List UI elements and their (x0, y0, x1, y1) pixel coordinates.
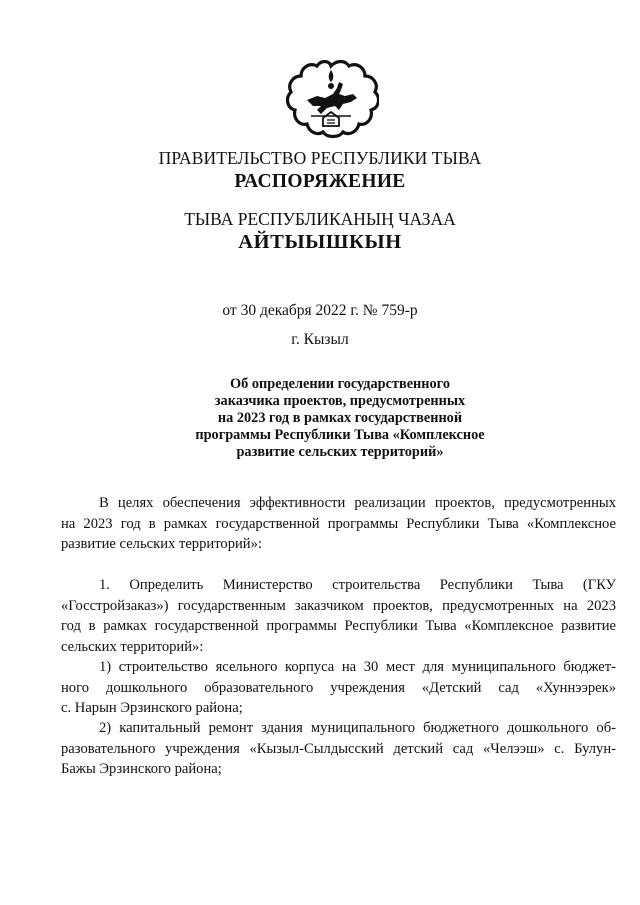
preamble-paragraph (61, 493, 616, 555)
sub-item-1-line: 1) строительство ясельного корпуса на 30 мест для муниципального бюджет- (99, 659, 616, 675)
title-line: программы Республики Тыва «Комплексное (195, 427, 485, 443)
document-date-number: от 30 декабря 2022 г. № 759-р (222, 302, 418, 319)
document-title (150, 376, 530, 461)
title-line: на 2023 год в рамках государственной (217, 410, 463, 426)
sub-item-2-line: 2) капитальный ремонт здания муниципального бюджетного дошкольного об- (99, 720, 616, 736)
sub-item-1-paragraph (61, 657, 616, 719)
document-type-ru: РАСПОРЯЖЕНИЕ (234, 171, 406, 192)
point-1-line: «Госстройзаказ») государственным заказчиком проектов, предусмотренных на 2023 (61, 597, 616, 614)
document-type-tyva: АЙТЫЫШКЫН (238, 231, 402, 253)
title-line: развитие сельских территорий» (236, 444, 444, 460)
government-name-tyva: ТЫВА РЕСПУБЛИКАНЫҢ ЧАЗАА (184, 209, 456, 229)
point-1-line: год в рамках государственной программы Республики Тыва «Комплексное развитие (61, 618, 616, 634)
sub-item-2-line: разовательного учреждения «Кызыл-Сылдысский детский сад «Челээш» с. Булун- (61, 740, 616, 757)
title-line: заказчика проектов, предусмотренных (214, 393, 466, 409)
preamble-line: развитие сельских территорий»: (61, 536, 262, 552)
title-line: Об определении государственного (230, 376, 450, 392)
document-city: г. Кызыл (291, 331, 349, 348)
sub-item-1-line: с. Нарын Эрзинского района; (61, 700, 243, 716)
coat-of-arms-emblem (283, 60, 379, 140)
sub-item-2-line: Бажы Эрзинского района; (61, 761, 222, 777)
sub-item-1-line: ного дошкольного образовательного учреждения «Детский сад «Хуннээрек» (61, 679, 616, 696)
preamble-line: на 2023 год в рамках государственной программы Республики Тыва «Комплексное (61, 515, 616, 532)
point-1-line: сельских территорий»: (61, 638, 204, 655)
preamble-line: В целях обеспечения эффективности реализации проектов, предусмотренных (99, 495, 616, 511)
point-1-paragraph (61, 575, 616, 657)
sub-item-2-paragraph (61, 718, 616, 780)
government-name-ru: ПРАВИТЕЛЬСТВО РЕСПУБЛИКИ ТЫВА (158, 148, 482, 168)
point-1-line: 1. Определить Министерство строительства Республики Тыва (ГКУ (99, 577, 616, 593)
